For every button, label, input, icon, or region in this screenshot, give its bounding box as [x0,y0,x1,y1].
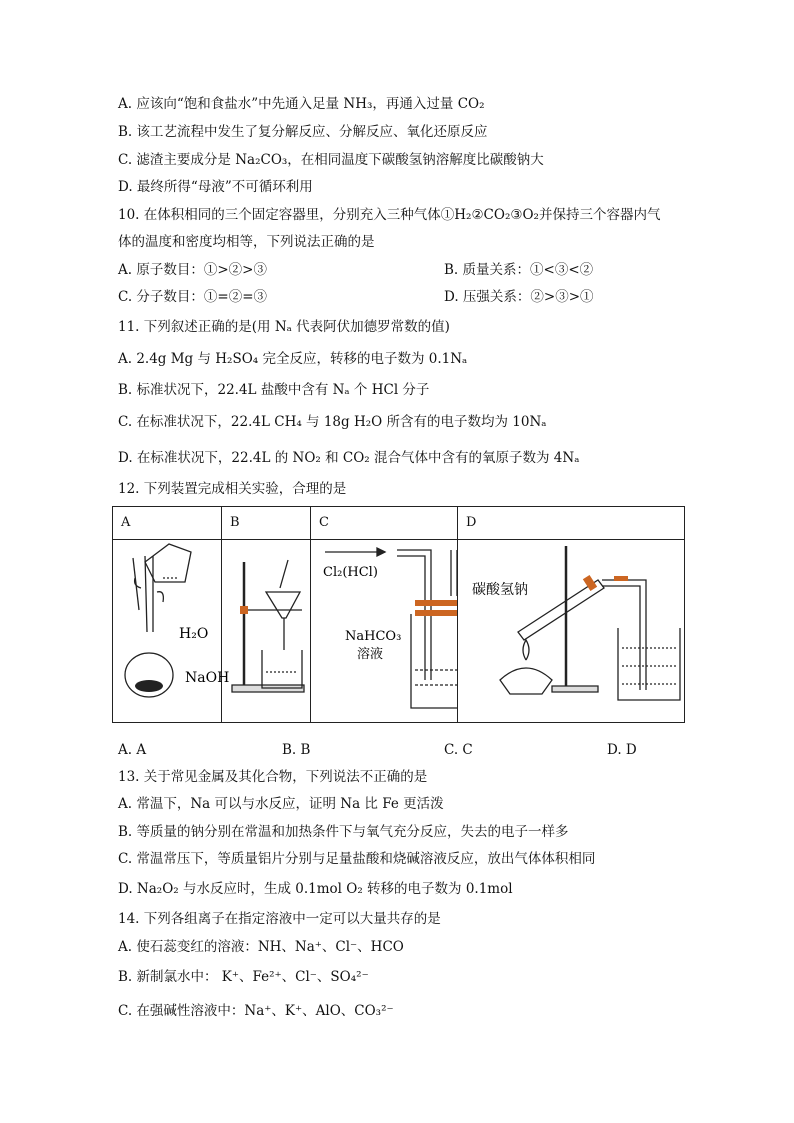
q13-option-c: C. 常温常压下，等质量铝片分别与足量盐酸和烧碱溶液反应，放出气体体积相同 [118,851,596,867]
q12-answer-a: A. A [118,742,147,758]
label-gas: Cl₂(HCl) [323,565,378,580]
q10-option-a: A. 原子数目：①>②>③ [118,262,267,278]
header-c: C [319,515,329,530]
q13-stem: 13. 关于常见金属及其化合物，下列说法不正确的是 [118,769,428,785]
q11-stem: 11. 下列叙述正确的是(用 Nₐ 代表阿伏加德罗常数的值) [118,319,450,335]
q9-option-c: C. 滤渣主要成分是 Na₂CO₃，在相同温度下碳酸氢钠溶解度比碳酸钠大 [118,152,544,168]
apparatus-a-cell [113,540,230,723]
q10-stem-line1: 10. 在体积相同的三个固定容器里，分别充入三种气体①H₂②CO₂③O₂并保持三个容器内气 [118,207,661,223]
header-b: B [230,515,240,530]
naoh-solid [135,680,163,692]
q10-option-d: D. 压强关系：②>③>① [444,289,594,305]
glass-rod [133,558,139,610]
label-naoh: NaOH [185,670,230,686]
alcohol-lamp [500,668,552,694]
q9-option-a: A. 应该向“饱和食盐水”中先通入足量 NH₃，再通入过量 CO₂ [118,96,485,112]
stand-base-d [552,686,598,692]
q11-option-a: A. 2.4g Mg 与 H₂SO₄ 完全反应，转移的电子数为 0.1Nₐ [118,351,468,367]
flame [523,640,529,660]
q14-stem: 14. 下列各组离子在指定溶液中一定可以大量共存的是 [118,911,441,927]
q14-option-b: B. 新制氯水中： K⁺、Fe²⁺、Cl⁻、SO₄²⁻ [118,969,369,985]
q12-answer-b: B. B [282,742,311,758]
header-cell-a [113,507,222,540]
apparatus-c-cell [311,540,458,723]
q9-option-b: B. 该工艺流程中发生了复分解反应、分解反应、氧化还原反应 [118,124,488,140]
q11-option-b: B. 标准状况下，22.4L 盐酸中含有 Nₐ 个 HCl 分子 [118,382,430,398]
q12-stem: 12. 下列装置完成相关实验，合理的是 [118,481,347,497]
flask-neck [145,556,153,632]
q13-option-b: B. 等质量的钠分别在常温和加热条件下与氧气充分反应，失去的电子一样多 [118,824,569,840]
stopper-bottom [415,610,457,616]
water-beaker [618,628,680,700]
q11-option-d: D. 在标准状况下，22.4L 的 NO₂ 和 CO₂ 混合气体中含有的氧原子数为 4Nₐ [118,450,580,466]
apparatus-c-diagram [311,540,457,718]
label-sodium-bicarbonate: 碳酸氢钠 [472,582,528,598]
stopper-top [415,600,457,606]
outlet-tube [451,550,457,596]
q13-option-d: D. Na₂O₂ 与水反应时，生成 0.1mol O₂ 转移的电子数为 0.1mol [118,881,513,897]
glass-rod-b [280,560,288,588]
header-cell-d [458,507,685,540]
header-cell-b [222,507,311,540]
pouring-beaker [145,544,191,582]
q12-answer-d: D. D [607,742,637,758]
apparatus-b-cell [222,540,311,723]
label-nahco3: NaHCO₃ [345,629,402,644]
q9-option-d: D. 最终所得“母液”不可循环利用 [118,179,313,195]
q10-option-c: C. 分子数目：①=②=③ [118,289,268,305]
delivery-tube [602,580,646,690]
apparatus-d-diagram [458,540,684,718]
apparatus-table [112,506,685,723]
q14-option-a: A. 使石蕊变红的溶液：NH、Na⁺、Cl⁻、HCO [118,939,404,955]
q10-option-b: B. 质量关系：①<③<② [444,262,594,278]
apparatus-d-cell [458,540,685,723]
wash-bottle [411,614,457,708]
apparatus-b-diagram [222,540,310,718]
header-a: A [121,515,131,530]
label-solution: 溶液 [357,647,384,662]
clamp-knob [240,606,248,614]
funnel [266,592,300,618]
apparatus-a-diagram [113,540,230,718]
label-water: H₂O [179,626,209,642]
q10-stem-line2: 体的温度和密度均相等，下列说法正确的是 [118,234,375,250]
receiving-beaker [262,650,302,688]
q14-option-c: C. 在强碱性溶液中：Na⁺、K⁺、AlO、CO₃²⁻ [118,1003,394,1019]
tube-stopper [614,576,628,581]
header-d: D [466,515,477,530]
q12-answer-c: C. C [444,742,473,758]
q11-option-c: C. 在标准状况下，22.4L CH₄ 与 18g H₂O 所含有的电子数均为 10Nₐ [118,414,547,430]
header-cell-c [311,507,458,540]
q13-option-a: A. 常温下，Na 可以与水反应，证明 Na 比 Fe 更活泼 [118,796,444,812]
